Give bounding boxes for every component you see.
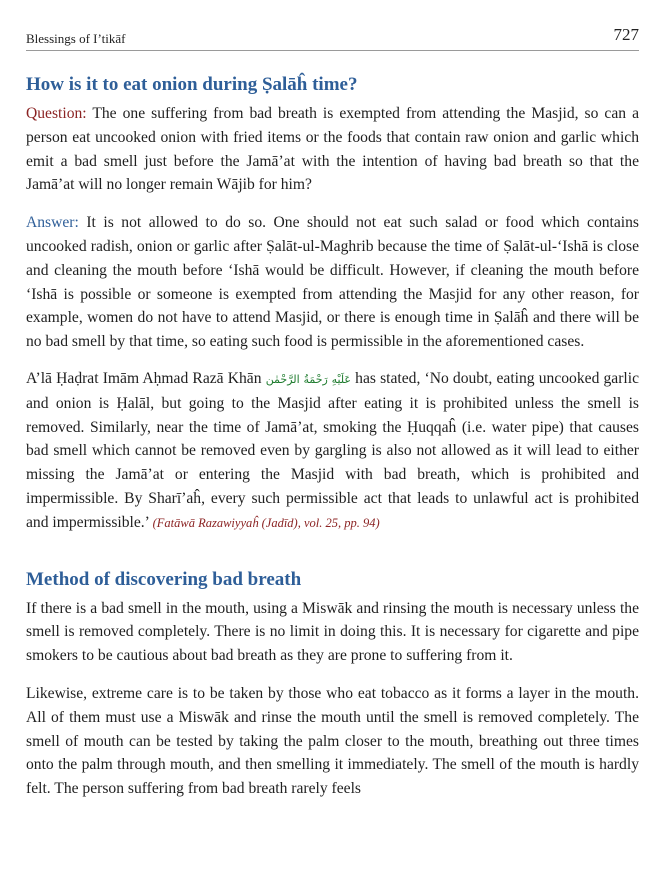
citation: (Fatāwā Razawiyyaĥ (Jadīd), vol. 25, pp. 94): [152, 515, 380, 530]
section-heading-bad-breath: Method of discovering bad breath: [26, 568, 302, 590]
bad-breath-paragraph-1: If there is a bad smell in the mouth, using a Miswāk and rinsing the mouth is necessary unless the smell is removed completely. There is no limit in doing this. It is necessary for cigarette and pipe smokers to be cautious about bad breath as they are prone to suffering from it.: [26, 599, 639, 665]
question-paragraph: [26, 102, 639, 197]
answer-label: Answer:: [26, 214, 79, 232]
running-title: Blessings of I’tikāf: [26, 31, 126, 46]
page-content: [26, 70, 639, 801]
ala-hadrat-quote-paragraph: [26, 367, 639, 536]
quote-text: has stated, ‘No doubt, eating uncooked garlic and onion is Ḥalāl, but going to the Masjid after eating it is prohibited unless the smell is removed. Similarly, near the time of Jamā’at, smoking the Ḥuqqaĥ (i.e. water pipe) that causes bad smell which cannot be removed even by gargling is also not allowed as it will lead to either missing the Jamā’at or entering the Masjid with bad breath, which is prohibited and impermissible. By Sharī’aĥ, every such permissible act that leads to unlawful act is prohibited and impermissible.’: [26, 369, 640, 531]
answer-paragraph: [26, 211, 639, 354]
page-header: [26, 22, 639, 51]
section-heading-onion: How is it to eat onion during Ṣalāĥ time?: [26, 74, 358, 95]
arabic-honorific: عَلَيْهِ رَحْمَةُ الرَّحْمٰن: [265, 372, 351, 386]
answer-text: It is not allowed to do so. One should not eat such salad or food which contains uncooked radish, onion or garlic after Ṣalāt-ul-Maghrib because the time of Ṣalāt-ul-‘Ishā is close and cleaning the mouth before ‘Ishā would be difficult. However, if cleaning the mouth before ‘Ishā is possible or someone is exempted from attending the Masjid for any other reason, for example, women do not have to attend Masjid, or there is enough time in Ṣalāĥ and there will be no bad smell by that time, so eating such food is permissible in the aforementioned cases.: [26, 214, 639, 351]
question-text: The one suffering from bad breath is exempted from attending the Masjid, so can a person eat uncooked onion with fried items or the foods that contain raw onion and garlic which emit a bad smell just before the Jamā’at with the intention of having bad breath so that the Jamā’at will no longer remain Wājib for him?: [26, 105, 639, 194]
question-label: Question:: [26, 105, 87, 122]
bad-breath-paragraph-2: Likewise, extreme care is to be taken by those who eat tobacco as it forms a layer in the mouth. All of them must use a Miswāk and rinse the mouth until the smell is removed completely. The smell of mouth can be tested by taking the palm closer to the mouth, breathing out three times onto the palm through mouth, and then smelling it immediately. The smell of the mouth is hardly felt. The person suffering from bad breath rarely feels: [26, 684, 639, 798]
quote-intro: A’lā Ḥaḍrat Imām Aḥmad Razā Khān: [26, 369, 266, 387]
page-number: 727: [613, 25, 639, 44]
